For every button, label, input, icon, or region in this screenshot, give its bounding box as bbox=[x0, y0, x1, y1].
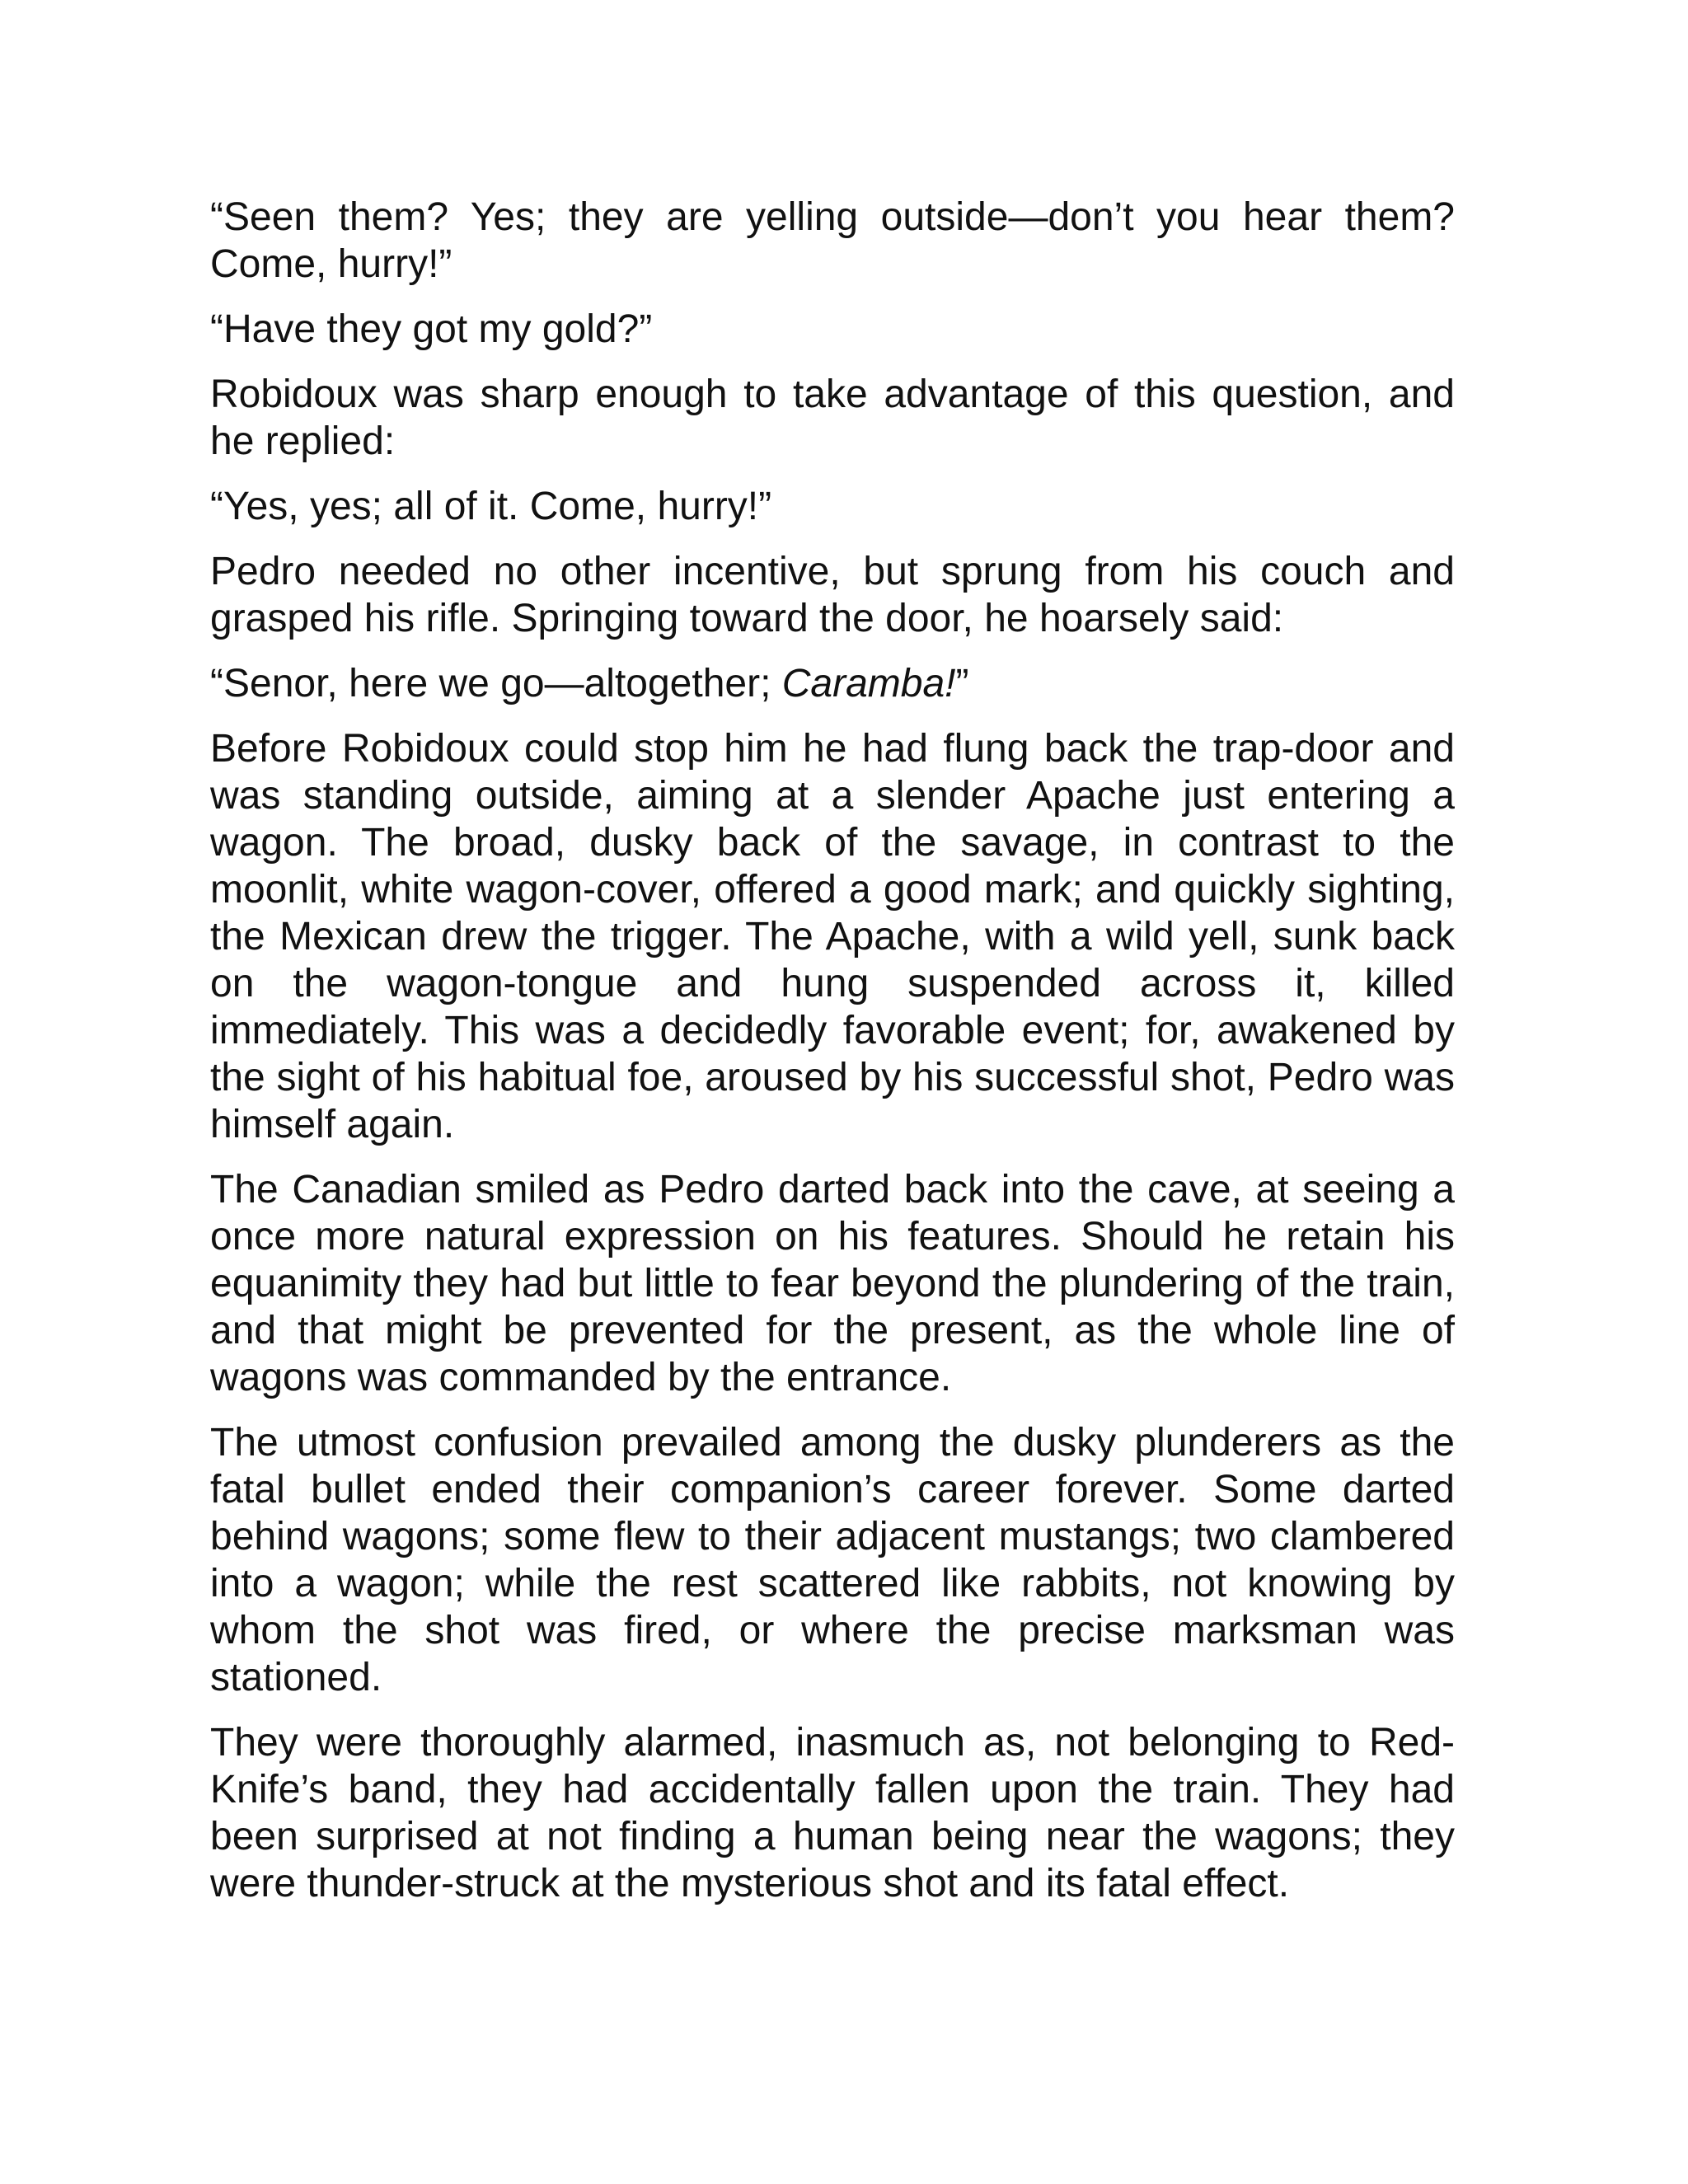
paragraph-4: “Yes, yes; all of it. Come, hurry!” bbox=[210, 485, 772, 528]
paragraph-5: Pedro needed no other incentive, but sprung from his couch and grasped his rifle. Springing toward the door, he hoarsely said: bbox=[210, 550, 1455, 640]
paragraph-7: Before Robidoux could stop him he had flung back the trap-door and was standing outside, aiming at a slender Apache just entering a wagon. The broad, dusky back of the savage, in contrast to the moonlit, white wagon-cover, offered a good mark; and quickly sighting, the Mexican drew the trigger. The Apache, with a wild yell, sunk back on the wagon-tongue and hung suspended across it, killed immediately. This was a decidedly favorable event; for, awakened by the sight of his habitual foe, aroused by his successful shot, Pedro was himself again. bbox=[210, 727, 1455, 1146]
paragraph-6-text-after: ” bbox=[955, 662, 969, 705]
paragraph-2: “Have they got my gold?” bbox=[210, 307, 653, 351]
paragraph-1: “Seen them? Yes; they are yelling outside—don’t you hear them? Come, hurry!” bbox=[210, 195, 1455, 286]
paragraph-8: The Canadian smiled as Pedro darted back into the cave, at seeing a once more natural expression on his features. Should he retain his equanimity they had but little to fear beyond the plundering of the train, and that might be prevented for the present, as the whole line of wagons was commanded by the entrance. bbox=[210, 1168, 1455, 1399]
paragraph-9: The utmost confusion prevailed among the dusky plunderers as the fatal bullet ended their companion’s career forever. Some darted behind wagons; some flew to their adjacent mustangs; two clambered into a wagon; while the rest scattered like rabbits, not knowing by whom the shot was fired, or where the precise marksman was stationed. bbox=[210, 1421, 1455, 1699]
paragraph-10: They were thoroughly alarmed, inasmuch as, not belonging to Red-Knife’s band, they had accidentally fallen upon the train. They had been surprised at not finding a human being near the wagons; they were thunder-struck at the mysterious shot and its fatal effect. bbox=[210, 1721, 1455, 1905]
page-body bbox=[210, 194, 1455, 1925]
paragraph-6-italic-exclamation: Caramba! bbox=[781, 662, 956, 705]
paragraph-3: Robidoux was sharp enough to take advantage of this question, and he replied: bbox=[210, 373, 1455, 463]
paragraph-6-text-before: “Senor, here we go—altogether; bbox=[210, 662, 782, 705]
paragraph-6 bbox=[210, 660, 1455, 707]
